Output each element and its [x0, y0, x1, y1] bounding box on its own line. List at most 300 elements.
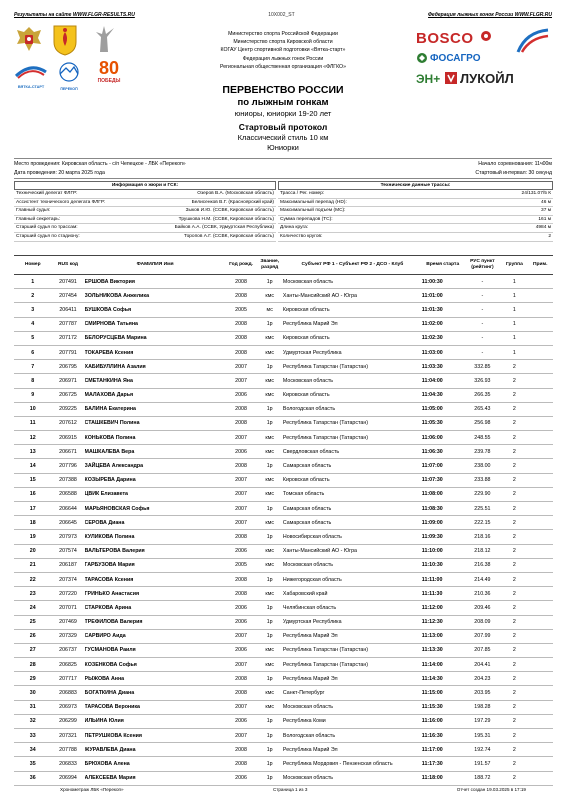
- region: Томская область: [283, 487, 422, 501]
- region: Самарская область: [283, 459, 422, 473]
- rus-code: 206825: [51, 658, 84, 672]
- organizer-line: Министерство спорта Кировской области: [233, 39, 333, 46]
- birth-year: 2008: [226, 416, 257, 430]
- rus-code: 207973: [51, 530, 84, 544]
- birth-year: 2007: [226, 374, 257, 388]
- title-block: [0, 84, 566, 153]
- region: Республика Марий Эл: [283, 629, 422, 643]
- athlete-name: ЖУРАВЛЕВА Диана: [85, 743, 226, 757]
- bib-number: 33: [14, 729, 51, 743]
- fosagro-logo: ФОСАГРО: [430, 53, 481, 64]
- note: [528, 558, 553, 572]
- perekop-logo: ПЕРЕКОП: [54, 62, 84, 88]
- bib-number: 18: [14, 516, 51, 530]
- footer: [60, 787, 526, 792]
- bib-number: 1: [14, 275, 51, 289]
- group: 2: [501, 487, 527, 501]
- rank: кмс: [256, 388, 282, 402]
- rank: 1р: [256, 275, 282, 289]
- table-row: [14, 445, 553, 459]
- region: Республика Марий Эл: [283, 317, 422, 331]
- group: 2: [501, 729, 527, 743]
- rank: 1р: [256, 601, 282, 615]
- start-time: 11:17:30: [422, 757, 464, 771]
- bib-number: 29: [14, 672, 51, 686]
- group: 2: [501, 516, 527, 530]
- rus-points: -: [464, 289, 501, 303]
- note: [528, 615, 553, 629]
- region: Удмуртская Республика: [283, 345, 422, 359]
- athlete-name: МАЛАХОВА Дарья: [85, 388, 226, 402]
- group: 1: [501, 303, 527, 317]
- birth-year: 2006: [226, 601, 257, 615]
- bib-number: 27: [14, 643, 51, 657]
- rus-code: 207388: [51, 473, 84, 487]
- rus-points: -: [464, 331, 501, 345]
- rus-code: 206187: [51, 558, 84, 572]
- region: Республика Марий Эл: [283, 743, 422, 757]
- region: Республика Татарстан (Татарстан): [283, 416, 422, 430]
- group: 2: [501, 502, 527, 516]
- note: [528, 544, 553, 558]
- region: Кировская область: [283, 331, 422, 345]
- table-row: [14, 473, 553, 487]
- rus-points: 222.15: [464, 516, 501, 530]
- start-time: 11:01:30: [422, 303, 464, 317]
- rank: кмс: [256, 686, 282, 700]
- jury-panel: [14, 181, 276, 242]
- jury-row: Старший судья по стадиону: Торопов А.Г. (ССВК, Кировская область): [14, 233, 276, 242]
- birth-year: 2007: [226, 700, 257, 714]
- athlete-name: САРВИРО Аида: [85, 629, 226, 643]
- table-row: [14, 757, 553, 771]
- region: Республика Мордовия - Пензенская область: [283, 757, 422, 771]
- athlete-name: ГРИНЬКО Анастасия: [85, 587, 226, 601]
- start-time: 11:07:00: [422, 459, 464, 473]
- note: [528, 502, 553, 516]
- start-time: 11:02:30: [422, 331, 464, 345]
- athlete-name: РЫЖОВА Анна: [85, 672, 226, 686]
- note: [528, 572, 553, 586]
- bib-number: 9: [14, 388, 51, 402]
- bib-number: 15: [14, 473, 51, 487]
- start-time: 11:16:00: [422, 714, 464, 728]
- en-plus-logo: ЭН+: [416, 72, 441, 86]
- rank: кмс: [256, 587, 282, 601]
- table-row: [14, 275, 553, 289]
- jury-row: Главный судья: Зыков И.Ю. (ССВК, Кировская область): [14, 207, 276, 216]
- region: Кировская область: [283, 303, 422, 317]
- table-header-row: [14, 256, 553, 275]
- region: Вологодская область: [283, 402, 422, 416]
- start-time: 11:17:00: [422, 743, 464, 757]
- col-subject: Субъект РФ 1 - Субъект РФ 2 - ДСО - Клуб: [283, 256, 422, 275]
- table-row: [14, 416, 553, 430]
- group: 2: [501, 445, 527, 459]
- rus-code: 207788: [51, 743, 84, 757]
- table-row: [14, 686, 553, 700]
- rank: 1р: [256, 743, 282, 757]
- rus-points: 332.85: [464, 360, 501, 374]
- group: 2: [501, 459, 527, 473]
- athlete-name: БЕЛОРУСЦЕВА Марина: [85, 331, 226, 345]
- organizer-line: Региональная общественная организация «ФЛГКО»: [220, 63, 346, 70]
- rank: кмс: [256, 700, 282, 714]
- table-row: [14, 374, 553, 388]
- col-year: Год рожд.: [226, 256, 257, 275]
- rank: 1р: [256, 615, 282, 629]
- region: Кировская область: [283, 473, 422, 487]
- bib-number: 34: [14, 743, 51, 757]
- rus-code: 207574: [51, 544, 84, 558]
- rus-code: 207787: [51, 317, 84, 331]
- rank: кмс: [256, 643, 282, 657]
- birth-year: 2006: [226, 544, 257, 558]
- table-row: [14, 558, 553, 572]
- age-category: юниоры, юниорки 19-20 лет: [234, 109, 332, 118]
- rus-points: 197.29: [464, 714, 501, 728]
- birth-year: 2006: [226, 388, 257, 402]
- group: 2: [501, 431, 527, 445]
- rus-points: 198.28: [464, 700, 501, 714]
- athlete-name: ТАРАСОВА Ксения: [85, 572, 226, 586]
- athlete-name: СМИРНОВА Татьяна: [85, 317, 226, 331]
- table-row: [14, 345, 553, 359]
- rank: кмс: [256, 487, 282, 501]
- rank: 1р: [256, 714, 282, 728]
- table-row: [14, 431, 553, 445]
- birth-year: 2008: [226, 572, 257, 586]
- rank: 1р: [256, 360, 282, 374]
- rus-code: 207321: [51, 729, 84, 743]
- table-row: [14, 459, 553, 473]
- track-row: Сумма перепадов (TC): 161 м: [278, 216, 553, 225]
- col-rus-code: RUS код: [51, 256, 84, 275]
- table-row: [14, 317, 553, 331]
- table-row: [14, 487, 553, 501]
- results-link[interactable]: Результаты на сайте WWW.FLGR-RESULTS.RU: [14, 12, 135, 18]
- note: [528, 672, 553, 686]
- col-number: Номер: [14, 256, 51, 275]
- table-row: [14, 771, 553, 785]
- athlete-name: ТРЕФИЛОВА Валерия: [85, 615, 226, 629]
- track-row: Максимальный подъем (MC): 37 м: [278, 207, 553, 216]
- region: Вологодская область: [283, 729, 422, 743]
- rus-code: 207612: [51, 416, 84, 430]
- athlete-name: СТАРКОВА Арина: [85, 601, 226, 615]
- table-row: [14, 743, 553, 757]
- bib-number: 28: [14, 658, 51, 672]
- rus-code: 206411: [51, 303, 84, 317]
- flag-emblem-icon: [516, 28, 550, 54]
- table-row: [14, 658, 553, 672]
- birth-year: 2005: [226, 558, 257, 572]
- athlete-name: КОЗЫРЕВА Дарина: [85, 473, 226, 487]
- region: Ханты-Мансийский АО - Югра: [283, 544, 422, 558]
- group: 2: [501, 757, 527, 771]
- rus-points: 238.00: [464, 459, 501, 473]
- rank: 1р: [256, 572, 282, 586]
- bib-number: 13: [14, 445, 51, 459]
- start-time: 11:08:00: [422, 487, 464, 501]
- note: [528, 402, 553, 416]
- start-time: 11:09:30: [422, 530, 464, 544]
- birth-year: 2006: [226, 445, 257, 459]
- rank: кмс: [256, 374, 282, 388]
- start-time: 11:15:30: [422, 700, 464, 714]
- group: 2: [501, 360, 527, 374]
- rus-code: 206588: [51, 487, 84, 501]
- group: 2: [501, 374, 527, 388]
- region: Республика Марий Эл: [283, 672, 422, 686]
- table-row: [14, 388, 553, 402]
- col-name: ФАМИЛИЯ Имя: [85, 256, 226, 275]
- start-time: 11:07:30: [422, 473, 464, 487]
- vyatka-start-logo: ВЯТКА-СТАРТ: [14, 62, 48, 88]
- rus-code: 206644: [51, 502, 84, 516]
- region: Нижегородская область: [283, 572, 422, 586]
- track-row: Максимальный перепад (HD): 46 м: [278, 199, 553, 208]
- athlete-name: ЗОЛЬНИКОВА Анжелика: [85, 289, 226, 303]
- group: 1: [501, 289, 527, 303]
- rank: кмс: [256, 431, 282, 445]
- start-time: 11:03:30: [422, 360, 464, 374]
- note: [528, 459, 553, 473]
- start-time: 11:00:30: [422, 275, 464, 289]
- rus-code: 206299: [51, 714, 84, 728]
- athlete-name: МАРЬЯНОВСКАЯ Софья: [85, 502, 226, 516]
- rus-code: 207796: [51, 459, 84, 473]
- top-links: [14, 12, 552, 18]
- table-row: [14, 629, 553, 643]
- start-time: 11:05:00: [422, 402, 464, 416]
- rus-code: 207491: [51, 275, 84, 289]
- birth-year: 2008: [226, 459, 257, 473]
- rus-points: 218.16: [464, 530, 501, 544]
- lukoil-icon: [444, 71, 458, 85]
- note: [528, 416, 553, 430]
- jury-row: Главный секретарь: Трушкова Н.М. (ССВК, Кировская область): [14, 216, 276, 225]
- note: [528, 445, 553, 459]
- region: Республика Коми: [283, 714, 422, 728]
- group: 1: [501, 331, 527, 345]
- rus-points: 216.38: [464, 558, 501, 572]
- region: Московская область: [283, 374, 422, 388]
- rus-code: 207071: [51, 601, 84, 615]
- birth-year: 2008: [226, 530, 257, 544]
- group: 2: [501, 558, 527, 572]
- note: [528, 729, 553, 743]
- birth-year: 2007: [226, 473, 257, 487]
- rus-points: 207.85: [464, 643, 501, 657]
- athlete-name: СТАШКЕВИЧ Полина: [85, 416, 226, 430]
- rank: кмс: [256, 558, 282, 572]
- rank: кмс: [256, 658, 282, 672]
- group: 2: [501, 530, 527, 544]
- athlete-name: КОЗЕНКОВА Софья: [85, 658, 226, 672]
- rank: 1р: [256, 502, 282, 516]
- rus-code: 206737: [51, 643, 84, 657]
- group: 2: [501, 658, 527, 672]
- start-time: 11:06:00: [422, 431, 464, 445]
- jury-title: Информация о жюри и ГСК:: [14, 181, 276, 190]
- table-row: [14, 700, 553, 714]
- timing-credit: Хронометраж ЛБК «Перекоп»: [60, 787, 124, 792]
- group: 1: [501, 345, 527, 359]
- start-time: 11:12:30: [422, 615, 464, 629]
- race-group: Юниорки: [267, 143, 299, 152]
- rank: 1р: [256, 416, 282, 430]
- start-time: 11:14:30: [422, 672, 464, 686]
- birth-year: 2008: [226, 317, 257, 331]
- birth-year: 2007: [226, 431, 257, 445]
- athlete-name: БОГАТКИНА Диана: [85, 686, 226, 700]
- group: 2: [501, 643, 527, 657]
- rus-points: 195.31: [464, 729, 501, 743]
- birth-year: 2007: [226, 729, 257, 743]
- bib-number: 23: [14, 587, 51, 601]
- rus-points: 256.98: [464, 416, 501, 430]
- bib-number: 3: [14, 303, 51, 317]
- birth-year: 2005: [226, 303, 257, 317]
- note: [528, 714, 553, 728]
- rank: кмс: [256, 544, 282, 558]
- region: Республика Татарстан (Татарстан): [283, 360, 422, 374]
- bib-number: 24: [14, 601, 51, 615]
- birth-year: 2006: [226, 615, 257, 629]
- birth-year: 2007: [226, 629, 257, 643]
- athlete-name: ТОКАРЕВА Ксения: [85, 345, 226, 359]
- bib-number: 30: [14, 686, 51, 700]
- note: [528, 743, 553, 757]
- rus-code: 207172: [51, 331, 84, 345]
- rus-code: 206971: [51, 374, 84, 388]
- rank: кмс: [256, 445, 282, 459]
- start-time: 11:12:00: [422, 601, 464, 615]
- athlete-name: СМЕТАНКИНА Яна: [85, 374, 226, 388]
- region: Свердловская область: [283, 445, 422, 459]
- rus-points: 326.93: [464, 374, 501, 388]
- note: [528, 686, 553, 700]
- group: 2: [501, 587, 527, 601]
- birth-year: 2008: [226, 672, 257, 686]
- start-time: 11:10:00: [422, 544, 464, 558]
- region: Московская область: [283, 700, 422, 714]
- start-time: 11:06:30: [422, 445, 464, 459]
- info-line-place: [14, 161, 552, 167]
- athlete-name: ТАРАСОВА Вероника: [85, 700, 226, 714]
- group: 1: [501, 317, 527, 331]
- rus-code: 207717: [51, 672, 84, 686]
- birth-year: 2008: [226, 587, 257, 601]
- rank: кмс: [256, 331, 282, 345]
- note: [528, 530, 553, 544]
- rus-points: 233.88: [464, 473, 501, 487]
- athlete-name: СЕРОВА Диана: [85, 516, 226, 530]
- start-time: 11:05:30: [422, 416, 464, 430]
- birth-year: 2008: [226, 743, 257, 757]
- region: Московская область: [283, 275, 422, 289]
- bib-number: 26: [14, 629, 51, 643]
- federation-link[interactable]: Федерация лыжных гонок России WWW.FLGR.RU: [428, 12, 552, 18]
- birth-year: 2008: [226, 345, 257, 359]
- rus-points: 210.36: [464, 587, 501, 601]
- table-row: [14, 601, 553, 615]
- rus-code: 209225: [51, 402, 84, 416]
- sport-title: по лыжным гонкам: [237, 97, 329, 108]
- start-time: 11:04:00: [422, 374, 464, 388]
- rus-code: 207469: [51, 615, 84, 629]
- rank: кмс: [256, 516, 282, 530]
- start-time: 11:08:30: [422, 502, 464, 516]
- region: Московская область: [283, 558, 422, 572]
- table-row: [14, 502, 553, 516]
- bosco-emblem-icon: [480, 30, 492, 42]
- rus-code: 206833: [51, 757, 84, 771]
- athlete-name: МАШКАЛЕВА Вера: [85, 445, 226, 459]
- jury-row: Старший судья по трассам: Байков А.А. (ССВК, Удмуртская Республика): [14, 224, 276, 233]
- start-time: 11:09:00: [422, 516, 464, 530]
- rus-points: 214.49: [464, 572, 501, 586]
- sponsors: [414, 28, 554, 92]
- athlete-name: БАЛИНА Екатерина: [85, 402, 226, 416]
- bib-number: 2: [14, 289, 51, 303]
- rus-points: -: [464, 345, 501, 359]
- organizers: [180, 30, 386, 71]
- bib-number: 10: [14, 402, 51, 416]
- note: [528, 431, 553, 445]
- rank: 1р: [256, 729, 282, 743]
- rank: кмс: [256, 345, 282, 359]
- table-row: [14, 402, 553, 416]
- bib-number: 36: [14, 771, 51, 785]
- track-row: Трасса / Рег. номер: 24/131.07/5 К: [278, 190, 553, 199]
- birth-year: 2008: [226, 275, 257, 289]
- note: [528, 303, 553, 317]
- start-time: 11:04:30: [422, 388, 464, 402]
- birth-year: 2007: [226, 360, 257, 374]
- birth-year: 2008: [226, 331, 257, 345]
- table-row: [14, 643, 553, 657]
- col-rank: Звание, разряд: [256, 256, 282, 275]
- table-row: [14, 572, 553, 586]
- group: 2: [501, 686, 527, 700]
- rank: 1р: [256, 771, 282, 785]
- bib-number: 8: [14, 374, 51, 388]
- divider: [14, 178, 552, 179]
- group: 2: [501, 544, 527, 558]
- report-created: Отчет создан 19.03.2025 в 17:19: [456, 787, 526, 792]
- birth-year: 2007: [226, 516, 257, 530]
- note: [528, 487, 553, 501]
- championship-title: ПЕРВЕНСТВО РОССИИ: [222, 84, 344, 96]
- lukoil-logo: ЛУКОЙЛ: [460, 71, 514, 86]
- rank: 1р: [256, 402, 282, 416]
- rank: мс: [256, 303, 282, 317]
- bib-number: 35: [14, 757, 51, 771]
- region: Самарская область: [283, 516, 422, 530]
- bib-number: 20: [14, 544, 51, 558]
- group: 2: [501, 771, 527, 785]
- athlete-name: ЗАЙЦЕВА Александра: [85, 459, 226, 473]
- rank: 1р: [256, 672, 282, 686]
- race-discipline: Классический стиль 10 км: [237, 133, 329, 142]
- group: 2: [501, 601, 527, 615]
- table-row: [14, 729, 553, 743]
- note: [528, 388, 553, 402]
- bib-number: 6: [14, 345, 51, 359]
- start-time: 11:15:00: [422, 686, 464, 700]
